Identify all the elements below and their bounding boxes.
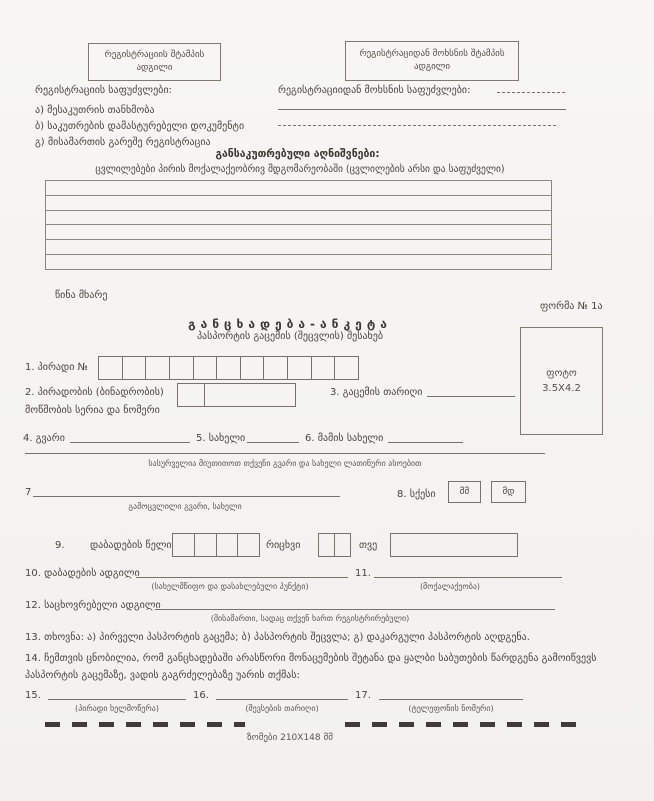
cut-line-left: [45, 722, 245, 727]
registration-stamp-label-line2: ადგილი: [136, 63, 173, 73]
deregistration-grounds-label: რეგისტრაციიდან მოხსნის საფუძვლები:: [278, 85, 471, 96]
sex-male-box: მმ: [448, 481, 481, 503]
grid-cell: [319, 534, 335, 556]
field-9-month-label: თვე: [359, 540, 378, 551]
field-17-label: 17.: [355, 690, 371, 701]
field-14-text: 14. ჩემთვის ცნობილია, რომ განცხადებაში არასწორი მონაცემების შეტანა და ყალბი საბუთების წარდგენა გამოიწვევს პასპორტის გაცემაზე, ვადის გაგრძელებაზე უარის თქმას:: [25, 653, 597, 681]
field-6-line: [388, 432, 463, 443]
field-5-label: 5. სახელი: [196, 433, 246, 444]
field-7-line: [33, 486, 340, 497]
special-notes-subtitle: ცვლილებები პირის მოქალაქეობრივ მდგომარეობაში (ცვლილების არსი და საფუძველი): [95, 164, 505, 175]
grid-cell: [123, 357, 147, 379]
deregistration-grounds-line-1: [278, 99, 566, 110]
field-10-line: [136, 567, 348, 578]
grid-cell: [205, 384, 295, 406]
field-4-line: [70, 432, 190, 443]
birth-day-grid: [318, 533, 351, 557]
field-11-caption: (მოქალაქეობა): [419, 582, 481, 591]
registration-stamp-label-line1: რეგისტრაციის შტამპის: [104, 50, 205, 60]
special-notes-table: [45, 180, 552, 270]
field-12-label: 12. საცხოვრებელი ადგილი: [25, 600, 161, 611]
notes-table-row: [46, 196, 551, 211]
field-12-line: [155, 599, 555, 610]
field-7-caption: გამოცვლილი გვარი, სახელი: [128, 502, 242, 511]
field-11-line: [374, 567, 562, 578]
grid-cell: [170, 357, 194, 379]
notes-table-row: [46, 181, 551, 196]
field-2-label-line1: 2. პირადობის (ბინადრობის): [25, 387, 164, 398]
registration-stamp-box: [88, 43, 221, 81]
field-13-text: 13. თხოვნა: ა) პირველი პასპორტის გაცემა; ბ) პასპორტის შეცვლა; გ) დაკარგული პასპორტის აღდგენა.: [25, 632, 530, 643]
id-card-series-grid: [177, 383, 296, 407]
ground-item-a: ა) მესაკუთრის თანხმობა: [35, 105, 155, 116]
field-9-day-label: რიცხვი: [266, 540, 301, 551]
grid-cell: [194, 357, 218, 379]
notes-table-row: [46, 240, 551, 255]
latin-name-note: სასურველია მიუთითოთ თქვენი გვარი და სახელი ლათინური ასოებით: [148, 459, 422, 468]
photo-size-label: 3.5X4.2: [542, 383, 581, 394]
field-5-line: [247, 432, 299, 443]
field-9-year-label: დაბადების წელი: [90, 540, 172, 551]
field-6-label: 6. მამის სახელი: [305, 433, 384, 444]
grid-cell: [241, 357, 265, 379]
notes-table-row: [46, 211, 551, 226]
deregistration-grounds-line-0: [497, 82, 565, 93]
grid-cell: [195, 534, 217, 556]
personal-number-grid: [98, 356, 359, 380]
field-16-line: [216, 689, 348, 700]
field-17-caption: (ტელეფონის ნომერი): [408, 704, 494, 713]
notes-table-row: [46, 255, 551, 269]
front-side-label: წინა მხარე: [55, 290, 108, 301]
grid-cell: [264, 357, 288, 379]
field-17-line: [379, 689, 523, 700]
ground-item-c: გ) მისამართის გარეშე რეგისტრაცია: [35, 137, 211, 148]
field-16-label: 16.: [193, 690, 209, 701]
sex-female-box: მდ: [491, 481, 526, 503]
field-11-label: 11.: [355, 568, 371, 579]
grid-cell: [312, 357, 336, 379]
field-12-caption: (მისამართი, სადაც თქვენ ხართ რეგისტრირებული): [210, 614, 410, 623]
size-note: ზომები 210X148 მმ: [247, 733, 333, 743]
field-10-label: 10. დაბადების ადგილი: [25, 568, 140, 579]
application-title: განცხადება-ანკეტა: [188, 317, 392, 331]
field-16-caption: (შევსების თარიღი): [245, 704, 319, 713]
grid-cell: [335, 534, 350, 556]
grid-cell: [178, 384, 205, 406]
grid-cell: [217, 534, 239, 556]
grid-cell: [238, 534, 259, 556]
birth-year-grid: [172, 533, 260, 557]
grid-cell: [335, 357, 358, 379]
grid-cell: [217, 357, 241, 379]
grid-cell: [288, 357, 312, 379]
birth-month-box: [390, 533, 518, 557]
deregistration-stamp-label-line2: ადგილი: [413, 62, 451, 72]
registration-grounds-title: რეგისტრაციის საფუძვლები:: [35, 85, 172, 96]
photo-label: ფოტო: [546, 368, 577, 379]
photo-box: [520, 327, 603, 435]
field-15-line: [48, 689, 186, 700]
field-10-caption: (სახელმწიფო და დასახლებული პუნქტი): [151, 582, 309, 591]
field-15-label: 15.: [25, 690, 41, 701]
application-subtitle: პასპორტის გაცემის (შეცვლის) შესახებ: [196, 331, 384, 342]
cut-line-right: [345, 722, 580, 727]
field-2-label-line2: მოწმობის სერია და ნომერი: [25, 405, 160, 416]
latin-name-line: [25, 443, 545, 454]
field-15-caption: (პირადი ხელმოწერა): [75, 704, 159, 713]
field-3-label: 3. გაცემის თარიღი: [330, 387, 423, 398]
special-notes-title: განსაკუთრებული აღნიშვნები:: [215, 148, 380, 160]
field-7-label: 7: [25, 487, 32, 498]
deregistration-grounds-line-2: [278, 115, 556, 126]
field-9-label: 9.: [55, 540, 65, 551]
field-8-label: 8. სქესი: [397, 489, 436, 500]
grid-cell: [146, 357, 170, 379]
deregistration-stamp-box: [345, 41, 519, 81]
form-number: ფორმა № 1ა: [540, 301, 603, 312]
grid-cell: [173, 534, 195, 556]
field-1-label: 1. პირადი №: [25, 362, 88, 373]
notes-table-row: [46, 225, 551, 240]
deregistration-stamp-label-line1: რეგისტრაციდან მოხსნის შტამპის: [359, 49, 505, 59]
ground-item-b: ბ) საკუთრების დამასტურებელი დოკუმენტი: [35, 121, 245, 132]
field-4-label: 4. გვარი: [23, 433, 65, 444]
grid-cell: [99, 357, 123, 379]
field-3-line: [427, 386, 515, 397]
